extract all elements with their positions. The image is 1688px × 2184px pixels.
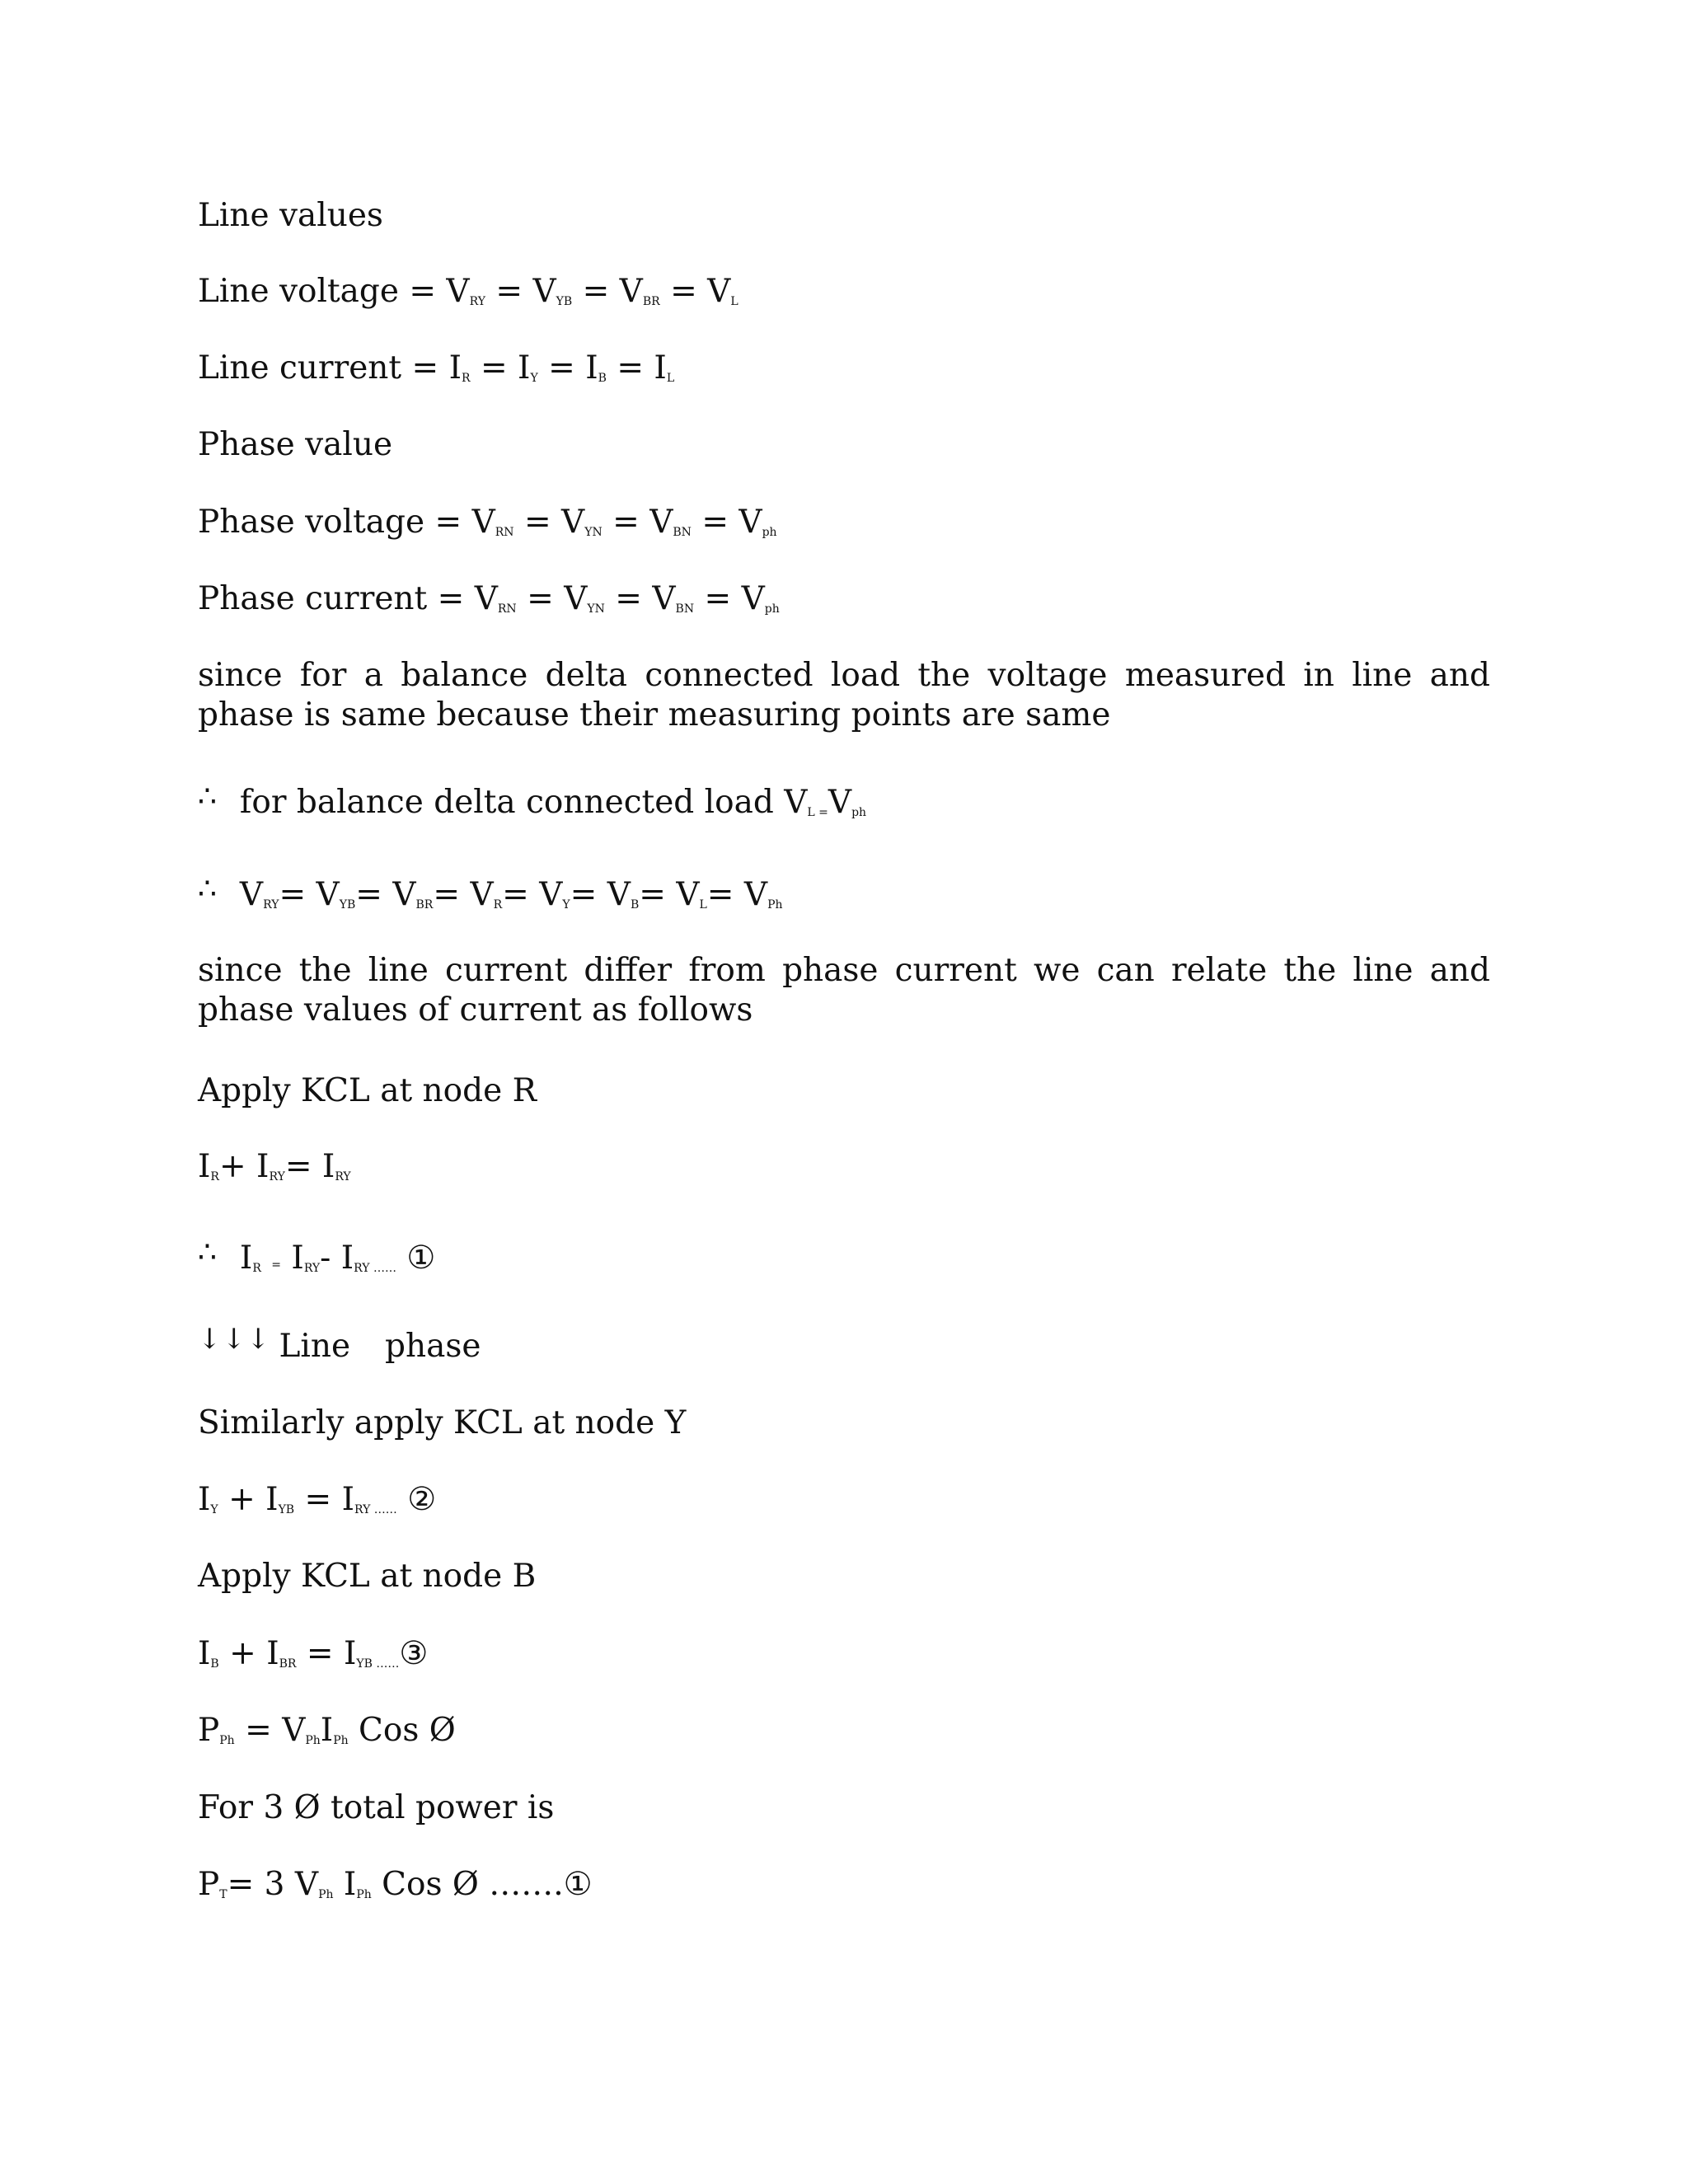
phase-power-equation: $P_{Ph} = V_{Ph}I_{Ph}$ Cos Ø	[198, 1712, 456, 1749]
kcl-r-equation-2: ∴ $I_R = I_{RY}-$ $I_{RY \dots\dots}$ ①	[198, 1235, 436, 1277]
line-phase-annotation: ↓↓↓ Line phase	[198, 1323, 481, 1365]
therefore-vl-equals-vph: ∴ for balance delta connected load $V_{L =}V_{ph}$	[198, 780, 867, 821]
therefore-voltage-chain: ∴ $V_{RY}= V_{YB}= V_{BR}= V_R= V_Y= V_B= V_L= V_{Ph}$	[198, 872, 783, 913]
heading-kcl-node-r: Apply KCL at node R	[198, 1072, 537, 1109]
heading-kcl-node-y: Similarly apply KCL at node Y	[198, 1404, 687, 1441]
heading-line-values: Line values	[198, 197, 383, 234]
down-arrows-icon: ↓↓↓	[198, 1323, 271, 1356]
equation-number-2: ②	[407, 1481, 437, 1518]
phase-current-label: Phase current	[198, 580, 428, 617]
line-current-equation: Line current = $I_R = I_Y = I_B = I_L$	[198, 349, 675, 387]
line-current-label: Line current	[198, 349, 402, 387]
heading-phase-value: Phase value	[198, 426, 393, 463]
kcl-r-equation-1: $I_R+ I_{RY}= I_{RY}$	[198, 1148, 351, 1185]
paragraph-line-phase-current: since the line current differ from phase current we can relate the line and phase values of current as follows	[198, 952, 1490, 1029]
heading-kcl-node-b: Apply KCL at node B	[198, 1558, 537, 1595]
therefore-icon: ∴	[198, 780, 217, 813]
kcl-y-equation: $I_Y + I_{YB} = I_{RY \dots\dots}$ ②	[198, 1481, 437, 1518]
equation-number-1: ①	[406, 1240, 436, 1277]
paragraph-delta-voltage: since for a balance delta connected load the voltage measured in line and phase is same because their measuring points are same	[198, 657, 1490, 733]
equation-number-3: ③	[399, 1635, 429, 1672]
total-power-equation: $P_T= 3$ $V_{Ph}$ $I_{Ph}$ Cos Ø …….①	[198, 1866, 593, 1903]
kcl-b-equation: $I_B + I_{BR}$ = $I_{YB \dots\dots}③$	[198, 1635, 429, 1672]
heading-total-power: For 3 Ø total power is	[198, 1789, 555, 1826]
line-voltage-equation: Line voltage = $V_{RY} = V_{YB} = V_{BR} = V_L$	[198, 273, 738, 310]
phase-voltage-label: Phase voltage	[198, 504, 425, 541]
line-voltage-label: Line voltage	[198, 273, 399, 310]
phase-voltage-equation: Phase voltage = $V_{RN} = V_{YN} = V_{BN} = V_{ph}$	[198, 504, 777, 541]
therefore-icon: ∴	[198, 872, 217, 906]
phase-current-equation: Phase current = $V_{RN} = V_{YN} = V_{BN} = V_{ph}$	[198, 580, 780, 617]
therefore-icon: ∴	[198, 1235, 217, 1269]
